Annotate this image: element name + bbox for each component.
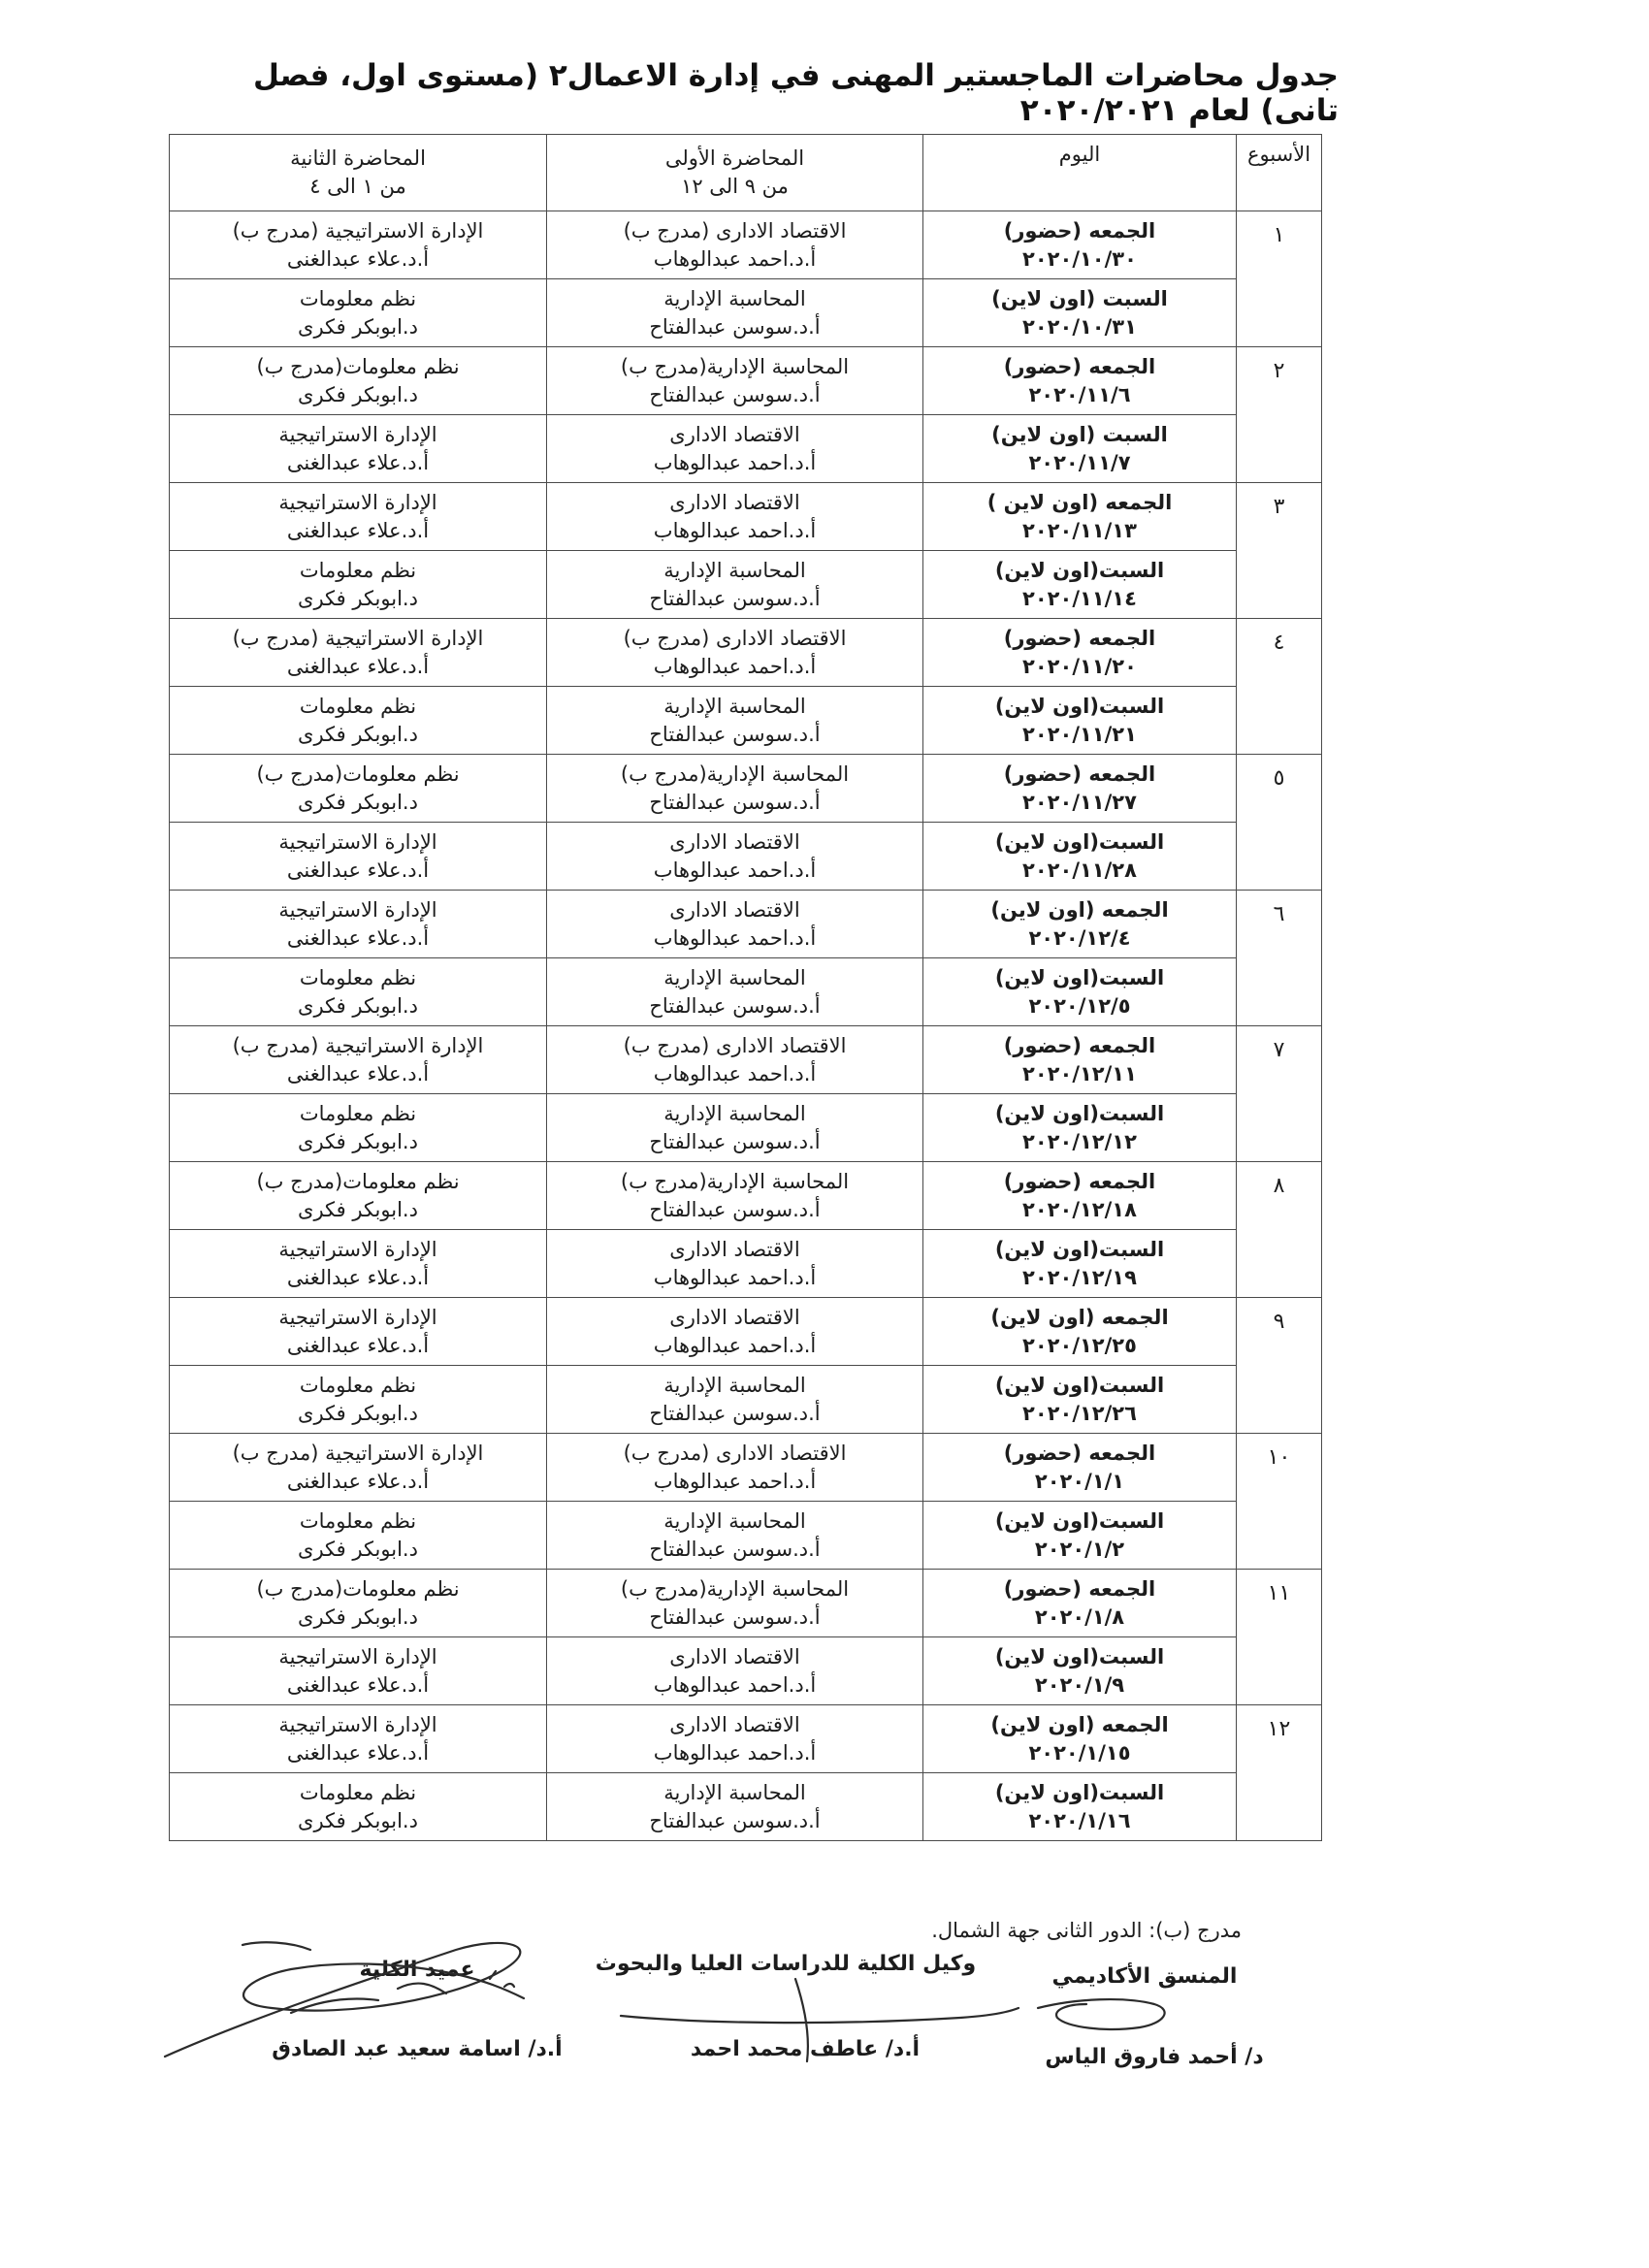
course-name: الإدارة الاستراتيجية [278,490,437,514]
professor-name: أ.د.احمد عبدالوهاب [653,1740,817,1765]
day-date: ٢٠٢٠/١١/٢٠ [1022,654,1137,678]
day-date: ٢٠٢٠/١٢/٢٥ [1022,1333,1137,1357]
week-number: ٢ [1237,347,1322,483]
professor-name: أ.د.سوسن عبدالفتاح [649,1808,821,1832]
course-name: الإدارة الاستراتيجية [278,1237,437,1261]
day-label: الجمعه (حضور) [1003,1033,1156,1057]
day-label: الجمعه (اون لاين) [990,1305,1169,1329]
course-name: الإدارة الاستراتيجية (مدرج ب) [232,1033,484,1057]
week-number: ١٠ [1237,1434,1322,1570]
course-name: الاقتصاد الادارى (مدرج ب) [623,626,847,650]
vice-dean-name: أ.د/ عاطف محمد احمد [690,2037,921,2061]
lecture-1-title: المحاضرة الأولى [664,146,805,170]
day-label: الجمعه (حضور) [1003,354,1156,378]
course-name: المحاسبة الإدارية [663,286,806,310]
course-name: الإدارة الاستراتيجية [278,1305,437,1329]
professor-name: أ.د.علاء عبدالغنى [286,1333,430,1357]
coordinator-name: د/ أحمد فاروق الياس [1045,2045,1264,2069]
professor-name: د.ابوبكر فكرى [298,1197,418,1221]
day-label: الجمعه (اون لاين) [990,897,1169,922]
professor-name: أ.د.احمد عبدالوهاب [653,518,817,542]
course-name: الإدارة الاستراتيجية [278,897,437,922]
course-name: الاقتصاد الادارى [669,829,800,854]
course-name: نظم معلومات [299,286,417,310]
vice-dean-title: وكيل الكلية للدراسات العليا والبحوث [595,1952,977,1976]
vice-dean-signature [621,1979,1018,2061]
day-date: ٢٠٢٠/١١/٢٧ [1022,790,1137,814]
course-name: نظم معلومات [299,558,417,582]
day-date: ٢٠٢٠/١١/١٤ [1022,586,1137,610]
professor-name: أ.د.احمد عبدالوهاب [653,1265,817,1289]
day-date: ٢٠٢٠/١٢/٤ [1028,925,1131,950]
header-day: اليوم [923,135,1237,211]
professor-name: أ.د.علاء عبدالغنى [286,1469,430,1493]
course-name: الاقتصاد الادارى [669,897,800,922]
course-name: المحاسبة الإدارية [663,558,806,582]
professor-name: أ.د.علاء عبدالغنى [286,654,430,678]
day-date: ٢٠٢٠/١٠/٣١ [1022,314,1137,339]
course-name: المحاسبة الإدارية [663,1373,806,1397]
day-label: السبت(اون لاين) [994,1508,1165,1533]
lecture-2-time: من ١ الى ٤ [309,175,406,198]
professor-name: أ.د.سوسن عبدالفتاح [649,790,821,814]
week-number: ٧ [1237,1026,1322,1162]
professor-name: أ.د.علاء عبدالغنى [286,1740,430,1765]
course-name: الإدارة الاستراتيجية [278,1644,437,1669]
course-name: المحاسبة الإدارية(مدرج ب) [620,761,850,786]
week-number: ٣ [1237,483,1322,619]
course-name: الإدارة الاستراتيجية (مدرج ب) [232,626,484,650]
professor-name: أ.د.احمد عبدالوهاب [653,925,817,950]
day-label: السبت(اون لاين) [994,1644,1165,1669]
professor-name: أ.د.علاء عبدالغنى [286,1672,430,1697]
professor-name: د.ابوبكر فكرى [298,722,418,746]
day-date: ٢٠٢٠/١/١٦ [1028,1808,1131,1832]
day-label: السبت(اون لاين) [994,965,1165,989]
course-name: الاقتصاد الادارى (مدرج ب) [623,1033,847,1057]
professor-name: أ.د.احمد عبدالوهاب [653,1061,817,1085]
dean-name: أ.د/ اسامة سعيد عبد الصادق [272,2037,563,2061]
day-date: ٢٠٢٠/١٠/٣٠ [1022,246,1137,271]
professor-name: أ.د.احمد عبدالوهاب [653,654,817,678]
professor-name: أ.د.سوسن عبدالفتاح [649,993,821,1018]
course-name: نظم معلومات [299,1780,417,1804]
course-name: الإدارة الاستراتيجية [278,422,437,446]
course-name: الاقتصاد الادارى [669,1305,800,1329]
day-label: السبت(اون لاين) [994,558,1165,582]
day-date: ٢٠٢٠/١/٨ [1034,1604,1125,1629]
course-name: المحاسبة الإدارية(مدرج ب) [620,1169,850,1193]
day-label: السبت(اون لاين) [994,1373,1165,1397]
day-label: السبت(اون لاين) [994,1237,1165,1261]
day-label: السبت (اون لاين) [991,422,1168,446]
course-name: الاقتصاد الادارى [669,1237,800,1261]
day-date: ٢٠٢٠/١٢/١٨ [1022,1197,1137,1221]
course-name: المحاسبة الإدارية [663,694,806,718]
day-label: السبت(اون لاين) [994,1101,1165,1125]
course-name: الاقتصاد الادارى (مدرج ب) [623,1441,847,1465]
course-name: الإدارة الاستراتيجية [278,829,437,854]
course-name: نظم معلومات(مدرج ب) [256,1576,460,1601]
day-date: ٢٠٢٠/١٢/١١ [1022,1061,1137,1085]
day-date: ٢٠٢٠/١١/٦ [1028,382,1131,406]
day-label: الجمعه (حضور) [1003,1441,1156,1465]
week-number: ٥ [1237,755,1322,891]
coordinator-signature [1038,1999,1165,2029]
professor-name: أ.د.سوسن عبدالفتاح [649,314,821,339]
professor-name: د.ابوبكر فكرى [298,1129,418,1153]
professor-name: أ.د.علاء عبدالغنى [286,858,430,882]
course-name: نظم معلومات(مدرج ب) [256,761,460,786]
professor-name: د.ابوبكر فكرى [298,1401,418,1425]
day-date: ٢٠٢٠/١/١٥ [1028,1740,1131,1765]
day-date: ٢٠٢٠/١١/٢٨ [1022,858,1137,882]
lecture-1-time: من ٩ الى ١٢ [681,175,789,198]
professor-name: أ.د.احمد عبدالوهاب [653,450,817,474]
professor-name: أ.د.احمد عبدالوهاب [653,1469,817,1493]
day-label: السبت (اون لاين) [991,286,1168,310]
course-name: المحاسبة الإدارية(مدرج ب) [620,1576,850,1601]
course-name: المحاسبة الإدارية [663,965,806,989]
professor-name: أ.د.علاء عبدالغنى [286,518,430,542]
course-name: نظم معلومات(مدرج ب) [256,1169,460,1193]
course-name: نظم معلومات [299,1508,417,1533]
venue-note: مدرج (ب): الدور الثانى جهة الشمال. [931,1919,1242,1942]
course-name: المحاسبة الإدارية(مدرج ب) [620,354,850,378]
professor-name: أ.د.علاء عبدالغنى [286,1061,430,1085]
course-name: الإدارة الاستراتيجية (مدرج ب) [232,218,484,243]
professor-name: أ.د.احمد عبدالوهاب [653,858,817,882]
professor-name: د.ابوبكر فكرى [298,586,418,610]
course-name: الاقتصاد الادارى (مدرج ب) [623,218,847,243]
professor-name: د.ابوبكر فكرى [298,314,418,339]
professor-name: أ.د.سوسن عبدالفتاح [649,722,821,746]
professor-name: أ.د.سوسن عبدالفتاح [649,382,821,406]
course-name: المحاسبة الإدارية [663,1101,806,1125]
professor-name: أ.د.سوسن عبدالفتاح [649,586,821,610]
day-date: ٢٠٢٠/١/٢ [1034,1537,1125,1561]
course-name: الاقتصاد الادارى [669,490,800,514]
dean-title: عميد الكلية [359,1958,475,1982]
course-name: نظم معلومات [299,1101,417,1125]
course-name: نظم معلومات [299,1373,417,1397]
professor-name: أ.د.علاء عبدالغنى [286,246,430,271]
course-name: الإدارة الاستراتيجية [278,1712,437,1736]
professor-name: د.ابوبكر فكرى [298,790,418,814]
course-name: المحاسبة الإدارية [663,1780,806,1804]
day-label: الجمعه (اون لاين ) [986,490,1173,514]
course-name: الاقتصاد الادارى [669,1712,800,1736]
day-label: السبت(اون لاين) [994,829,1165,854]
professor-name: أ.د.سوسن عبدالفتاح [649,1604,821,1629]
day-date: ٢٠٢٠/١/٩ [1034,1672,1125,1697]
day-date: ٢٠٢٠/١١/٧ [1028,450,1131,474]
professor-name: د.ابوبكر فكرى [298,1604,418,1629]
professor-name: د.ابوبكر فكرى [298,1808,418,1832]
coordinator-title: المنسق الأكاديمي [1051,1964,1238,1989]
day-date: ٢٠٢٠/١٢/١٩ [1022,1265,1137,1289]
course-name: نظم معلومات [299,965,417,989]
course-name: الاقتصاد الادارى [669,1644,800,1669]
week-number: ٦ [1237,891,1322,1026]
professor-name: أ.د.احمد عبدالوهاب [653,1672,817,1697]
day-label: السبت(اون لاين) [994,1780,1165,1804]
lecture-2-title: المحاضرة الثانية [290,146,426,170]
week-number: ١١ [1237,1570,1322,1705]
professor-name: أ.د.سوسن عبدالفتاح [649,1537,821,1561]
professor-name: أ.د.سوسن عبدالفتاح [649,1401,821,1425]
professor-name: أ.د.علاء عبدالغنى [286,450,430,474]
day-label: السبت(اون لاين) [994,694,1165,718]
day-label: الجمعه (اون لاين) [990,1712,1169,1736]
day-date: ٢٠٢٠/١٢/١٢ [1022,1129,1137,1153]
day-label: الجمعه (حضور) [1003,1169,1156,1193]
professor-name: د.ابوبكر فكرى [298,1537,418,1561]
professor-name: د.ابوبكر فكرى [298,382,418,406]
course-name: الإدارة الاستراتيجية (مدرج ب) [232,1441,484,1465]
week-number: ٨ [1237,1162,1322,1298]
dean-signature [165,1942,524,2057]
day-label: الجمعه (حضور) [1003,218,1156,243]
day-label: الجمعه (حضور) [1003,761,1156,786]
week-number: ١ [1237,211,1322,347]
week-number: ١٢ [1237,1705,1322,1841]
course-name: الاقتصاد الادارى [669,422,800,446]
course-name: المحاسبة الإدارية [663,1508,806,1533]
professor-name: أ.د.احمد عبدالوهاب [653,246,817,271]
header-week: الأسبوع [1237,135,1322,211]
day-date: ٢٠٢٠/١١/٢١ [1022,722,1137,746]
course-name: نظم معلومات [299,694,417,718]
professor-name: أ.د.سوسن عبدالفتاح [649,1129,821,1153]
day-label: الجمعه (حضور) [1003,626,1156,650]
professor-name: أ.د.علاء عبدالغنى [286,925,430,950]
professor-name: أ.د.احمد عبدالوهاب [653,1333,817,1357]
day-date: ٢٠٢٠/١٢/٢٦ [1022,1401,1137,1425]
day-date: ٢٠٢٠/١١/١٣ [1022,518,1137,542]
week-number: ٩ [1237,1298,1322,1434]
week-number: ٤ [1237,619,1322,755]
day-date: ٢٠٢٠/١٢/٥ [1028,993,1131,1018]
professor-name: أ.د.سوسن عبدالفتاح [649,1197,821,1221]
course-name: نظم معلومات(مدرج ب) [256,354,460,378]
day-date: ٢٠٢٠/١/١ [1034,1469,1125,1493]
page-title: جدول محاضرات الماجستير المهنى في إدارة الاعمال٢ (مستوى اول، فصل تانى) لعام ٢٠٢٠/٢٠٢١ [252,58,1339,128]
professor-name: أ.د.علاء عبدالغنى [286,1265,430,1289]
professor-name: د.ابوبكر فكرى [298,993,418,1018]
day-label: الجمعه (حضور) [1003,1576,1156,1601]
